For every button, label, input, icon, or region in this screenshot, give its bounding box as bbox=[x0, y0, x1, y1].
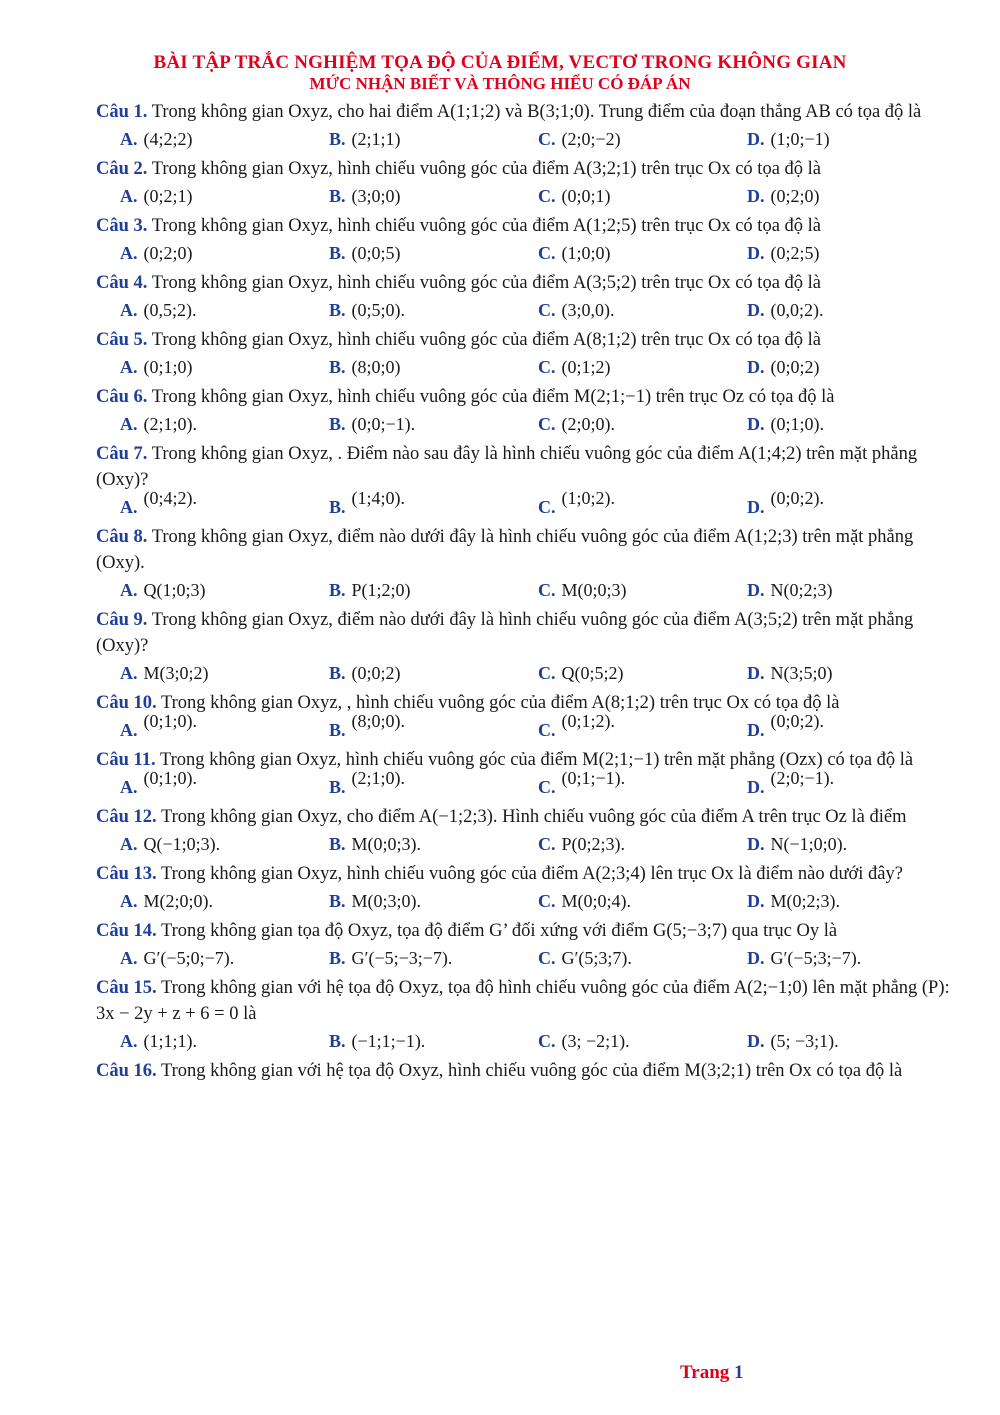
option-label: B. bbox=[329, 357, 346, 377]
option-label: D. bbox=[747, 834, 765, 854]
answer-option bbox=[329, 125, 538, 153]
answer-option bbox=[329, 353, 538, 381]
option-label: B. bbox=[329, 834, 346, 854]
option-value: (−1;1;−1). bbox=[351, 1031, 426, 1051]
option-label: C. bbox=[538, 300, 556, 320]
answer-option bbox=[747, 296, 956, 324]
answer-options bbox=[96, 410, 956, 438]
option-value: (1;4;0). bbox=[351, 488, 406, 508]
option-value: M(0;3;0). bbox=[351, 891, 422, 911]
question-stem bbox=[96, 213, 956, 239]
answer-option bbox=[538, 944, 747, 972]
question bbox=[96, 441, 956, 521]
option-label: A. bbox=[120, 497, 138, 517]
answer-option bbox=[329, 576, 538, 604]
option-value: Q(1;0;3) bbox=[143, 580, 206, 600]
option-label: C. bbox=[538, 129, 556, 149]
answer-option bbox=[538, 768, 747, 801]
document-subtitle: MỨC NHẬN BIẾT VÀ THÔNG HIỂU CÓ ĐÁP ÁN bbox=[309, 74, 691, 93]
answer-option bbox=[538, 659, 747, 687]
option-label: C. bbox=[538, 580, 556, 600]
answer-option bbox=[120, 1027, 329, 1055]
option-label: A. bbox=[120, 1031, 138, 1051]
question bbox=[96, 747, 956, 801]
question-number: Câu 8. bbox=[96, 527, 148, 547]
question-list bbox=[96, 99, 956, 1084]
option-value: M(0;2;3). bbox=[770, 891, 840, 911]
document-title: BÀI TẬP TRẮC NGHIỆM TỌA ĐỘ CỦA ĐIỂM, VECTƠ TRONG KHÔNG GIAN bbox=[153, 52, 847, 73]
answer-option bbox=[538, 830, 747, 858]
option-value: M(0;0;4). bbox=[561, 891, 631, 911]
question bbox=[96, 213, 956, 267]
question-number: Câu 2. bbox=[96, 159, 148, 179]
answer-option bbox=[329, 659, 538, 687]
option-value: (3; −2;1). bbox=[561, 1031, 630, 1051]
option-label: B. bbox=[329, 1031, 346, 1051]
answer-option bbox=[747, 887, 956, 915]
question bbox=[96, 1058, 956, 1084]
question-number: Câu 15. bbox=[96, 978, 157, 998]
option-label: B. bbox=[329, 948, 346, 968]
question-stem bbox=[96, 1058, 956, 1084]
answer-option bbox=[747, 576, 956, 604]
question-number: Câu 14. bbox=[96, 921, 157, 941]
option-label: C. bbox=[538, 243, 556, 263]
question-text: Trong không gian Oxyz, hình chiếu vuông góc của điểm M(2;1;−1) trên mặt phẳng (Ozx) có tọa độ là bbox=[159, 750, 914, 770]
answer-option bbox=[747, 125, 956, 153]
question bbox=[96, 607, 956, 687]
answer-options bbox=[96, 1027, 956, 1055]
option-value: (3;0,0). bbox=[561, 300, 615, 320]
answer-option bbox=[538, 711, 747, 744]
question-number: Câu 4. bbox=[96, 273, 148, 293]
answer-options bbox=[96, 659, 956, 687]
page-footer bbox=[680, 1362, 744, 1384]
option-value: (0;1;2). bbox=[561, 711, 615, 731]
option-label: D. bbox=[747, 891, 765, 911]
option-label: A. bbox=[120, 720, 138, 740]
option-value: N(3;5;0) bbox=[770, 663, 833, 683]
option-label: D. bbox=[747, 663, 765, 683]
answer-options bbox=[96, 239, 956, 267]
answer-option bbox=[329, 711, 538, 744]
question-stem bbox=[96, 270, 956, 296]
option-value: (0;0;5) bbox=[351, 243, 401, 263]
answer-option bbox=[120, 944, 329, 972]
answer-option bbox=[329, 410, 538, 438]
answer-option bbox=[120, 239, 329, 267]
answer-option bbox=[747, 239, 956, 267]
question-number: Câu 11. bbox=[96, 750, 156, 770]
option-label: D. bbox=[747, 186, 765, 206]
option-label: B. bbox=[329, 580, 346, 600]
option-value: (0;0;2) bbox=[351, 663, 401, 683]
option-value: M(0;0;3) bbox=[561, 580, 627, 600]
option-value: (5; −3;1). bbox=[770, 1031, 839, 1051]
option-value: P(0;2;3). bbox=[561, 834, 626, 854]
answer-option bbox=[538, 488, 747, 521]
question bbox=[96, 99, 956, 153]
question bbox=[96, 690, 956, 744]
option-value: (0;0;−1). bbox=[351, 414, 416, 434]
option-label: A. bbox=[120, 777, 138, 797]
option-value: (0;0;2). bbox=[770, 488, 824, 508]
option-value: M(3;0;2) bbox=[143, 663, 209, 683]
question-number: Câu 13. bbox=[96, 864, 157, 884]
question-number: Câu 5. bbox=[96, 330, 148, 350]
question-number: Câu 6. bbox=[96, 387, 148, 407]
option-value: Q(−1;0;3). bbox=[143, 834, 221, 854]
option-value: (0;1;−1). bbox=[561, 768, 626, 788]
option-value: (0;2;5) bbox=[770, 243, 820, 263]
answer-option bbox=[329, 488, 538, 521]
option-value: (0,5;2). bbox=[143, 300, 197, 320]
option-label: A. bbox=[120, 357, 138, 377]
option-value: (0;0;2). bbox=[770, 711, 824, 731]
question bbox=[96, 327, 956, 381]
option-label: A. bbox=[120, 663, 138, 683]
question-text: Trong không gian Oxyz, hình chiếu vuông góc của điểm A(1;2;5) trên trục Ox có tọa độ là bbox=[151, 216, 822, 236]
question-text: Trong không gian với hệ tọa độ Oxyz, hình chiếu vuông góc của điểm M(3;2;1) trên Ox có tọa độ là bbox=[160, 1061, 903, 1081]
option-label: A. bbox=[120, 891, 138, 911]
answer-option bbox=[120, 488, 329, 521]
option-label: D. bbox=[747, 243, 765, 263]
option-label: C. bbox=[538, 948, 556, 968]
option-value: (0;5;0). bbox=[351, 300, 406, 320]
question-stem bbox=[96, 861, 956, 887]
question-text: Trong không gian Oxyz, . Điểm nào sau đây là hình chiếu vuông góc của điểm A(1;4;2) trên mặt phẳng (Oxy)? bbox=[96, 444, 918, 490]
answer-option bbox=[747, 1027, 956, 1055]
option-value: Q(0;5;2) bbox=[561, 663, 624, 683]
option-label: D. bbox=[747, 414, 765, 434]
answer-options bbox=[96, 182, 956, 210]
question-stem bbox=[96, 156, 956, 182]
answer-option bbox=[329, 768, 538, 801]
answer-options bbox=[96, 830, 956, 858]
question-text: Trong không gian Oxyz, hình chiếu vuông góc của điểm M(2;1;−1) trên trục Oz có tọa độ là bbox=[151, 387, 835, 407]
question-text: Trong không gian Oxyz, hình chiếu vuông góc của điểm A(8;1;2) trên trục Ox có tọa độ là bbox=[151, 330, 822, 350]
option-label: C. bbox=[538, 720, 556, 740]
answer-options bbox=[96, 711, 956, 744]
answer-option bbox=[329, 944, 538, 972]
option-value: (2;1;0). bbox=[351, 768, 406, 788]
answer-option bbox=[120, 576, 329, 604]
answer-option bbox=[538, 239, 747, 267]
answer-options bbox=[96, 296, 956, 324]
option-label: B. bbox=[329, 186, 346, 206]
option-label: C. bbox=[538, 663, 556, 683]
option-label: B. bbox=[329, 663, 346, 683]
option-label: D. bbox=[747, 129, 765, 149]
question-stem bbox=[96, 384, 956, 410]
answer-option bbox=[538, 576, 747, 604]
option-label: B. bbox=[329, 720, 346, 740]
answer-option bbox=[538, 353, 747, 381]
answer-options bbox=[96, 768, 956, 801]
option-value: (0;0;2) bbox=[770, 357, 820, 377]
question-number: Câu 9. bbox=[96, 610, 148, 630]
answer-option bbox=[538, 125, 747, 153]
question-number: Câu 10. bbox=[96, 693, 157, 713]
option-label: D. bbox=[747, 357, 765, 377]
option-label: B. bbox=[329, 300, 346, 320]
option-value: G′(−5;3;−7). bbox=[770, 948, 862, 968]
option-label: A. bbox=[120, 948, 138, 968]
answer-option bbox=[747, 182, 956, 210]
question bbox=[96, 384, 956, 438]
option-label: B. bbox=[329, 891, 346, 911]
option-label: D. bbox=[747, 580, 765, 600]
option-value: (2;1;0). bbox=[143, 414, 197, 434]
answer-options bbox=[96, 887, 956, 915]
answer-options bbox=[96, 353, 956, 381]
answer-option bbox=[120, 711, 329, 744]
question-number: Câu 7. bbox=[96, 444, 148, 464]
option-label: B. bbox=[329, 243, 346, 263]
option-value: (2;0;−2) bbox=[561, 129, 621, 149]
answer-option bbox=[747, 659, 956, 687]
option-label: C. bbox=[538, 777, 556, 797]
answer-option bbox=[329, 296, 538, 324]
option-label: A. bbox=[120, 834, 138, 854]
question-text: Trong không gian tọa độ Oxyz, tọa độ điểm G’ đối xứng với điểm G(5;−3;7) qua trục Oy là bbox=[160, 921, 838, 941]
answer-option bbox=[747, 488, 956, 521]
option-value: (1;1;1). bbox=[143, 1031, 197, 1051]
option-value: (0;2;1) bbox=[143, 186, 193, 206]
option-label: B. bbox=[329, 414, 346, 434]
answer-option bbox=[120, 410, 329, 438]
option-label: A. bbox=[120, 414, 138, 434]
answer-option bbox=[747, 353, 956, 381]
question-stem bbox=[96, 804, 956, 830]
answer-option bbox=[538, 410, 747, 438]
question bbox=[96, 156, 956, 210]
option-label: C. bbox=[538, 1031, 556, 1051]
option-label: D. bbox=[747, 720, 765, 740]
option-value: (0;0;1) bbox=[561, 186, 611, 206]
question-text: Trong không gian Oxyz, điểm nào dưới đây là hình chiếu vuông góc của điểm A(3;5;2) trên mặt phẳng (Oxy)? bbox=[96, 610, 914, 656]
option-label: D. bbox=[747, 497, 765, 517]
page-number: 1 bbox=[734, 1362, 744, 1383]
option-value: (0;2;0) bbox=[143, 243, 193, 263]
answer-option bbox=[747, 944, 956, 972]
option-value: (4;2;2) bbox=[143, 129, 193, 149]
option-label: D. bbox=[747, 777, 765, 797]
option-value: (2;0;0). bbox=[561, 414, 615, 434]
option-value: (0;1;0). bbox=[770, 414, 824, 434]
question-text: Trong không gian Oxyz, điểm nào dưới đây là hình chiếu vuông góc của điểm A(1;2;3) trên mặt phẳng (Oxy). bbox=[96, 527, 914, 573]
option-label: D. bbox=[747, 948, 765, 968]
question-stem bbox=[96, 99, 956, 125]
option-value: (0;1;0). bbox=[143, 768, 197, 788]
option-label: C. bbox=[538, 357, 556, 377]
answer-option bbox=[538, 1027, 747, 1055]
answer-option bbox=[120, 182, 329, 210]
option-label: A. bbox=[120, 300, 138, 320]
option-label: B. bbox=[329, 129, 346, 149]
option-value: (8;0;0) bbox=[351, 357, 401, 377]
option-label: B. bbox=[329, 497, 346, 517]
question bbox=[96, 270, 956, 324]
question-stem bbox=[96, 327, 956, 353]
answer-options bbox=[96, 125, 956, 153]
option-value: M(2;0;0). bbox=[143, 891, 213, 911]
question-text: Trong không gian Oxyz, hình chiếu vuông góc của điểm A(2;3;4) lên trục Ox là điểm nào dưới đây? bbox=[160, 864, 903, 884]
answer-option bbox=[747, 410, 956, 438]
option-label: C. bbox=[538, 891, 556, 911]
question-stem bbox=[96, 975, 956, 1027]
question-stem bbox=[96, 918, 956, 944]
answer-option bbox=[538, 182, 747, 210]
answer-option bbox=[747, 830, 956, 858]
option-value: (0;4;2). bbox=[143, 488, 197, 508]
answer-option bbox=[538, 887, 747, 915]
option-value: (1;0;−1) bbox=[770, 129, 830, 149]
answer-option bbox=[538, 296, 747, 324]
question bbox=[96, 861, 956, 915]
question-text: Trong không gian Oxyz, cho điểm A(−1;2;3). Hình chiếu vuông góc của điểm A trên trục Oz là điểm bbox=[160, 807, 907, 827]
option-value: (1;0;0) bbox=[561, 243, 611, 263]
option-value: P(1;2;0) bbox=[351, 580, 411, 600]
option-value: G′(5;3;7). bbox=[561, 948, 632, 968]
option-label: A. bbox=[120, 243, 138, 263]
option-value: N(0;2;3) bbox=[770, 580, 833, 600]
answer-option bbox=[120, 830, 329, 858]
option-value: M(0;0;3). bbox=[351, 834, 422, 854]
option-value: (0;1;2) bbox=[561, 357, 611, 377]
option-value: G′(−5;0;−7). bbox=[143, 948, 235, 968]
answer-option bbox=[329, 239, 538, 267]
question-number: Câu 1. bbox=[96, 102, 148, 122]
option-label: C. bbox=[538, 414, 556, 434]
question bbox=[96, 804, 956, 858]
option-label: A. bbox=[120, 580, 138, 600]
answer-options bbox=[96, 488, 956, 521]
option-label: A. bbox=[120, 129, 138, 149]
option-label: D. bbox=[747, 1031, 765, 1051]
question bbox=[96, 975, 956, 1055]
option-value: (0;2;0) bbox=[770, 186, 820, 206]
option-value: (8;0;0). bbox=[351, 711, 406, 731]
question-stem bbox=[96, 607, 956, 659]
answer-option bbox=[329, 1027, 538, 1055]
answer-option bbox=[120, 768, 329, 801]
option-value: (2;0;−1). bbox=[770, 768, 835, 788]
question-text: Trong không gian Oxyz, hình chiếu vuông góc của điểm A(3;2;1) trên trục Ox có tọa độ là bbox=[151, 159, 822, 179]
option-label: C. bbox=[538, 834, 556, 854]
option-value: (0;1;0). bbox=[143, 711, 197, 731]
question-number: Câu 16. bbox=[96, 1061, 157, 1081]
answer-option bbox=[329, 830, 538, 858]
question-stem bbox=[96, 690, 956, 716]
answer-option bbox=[747, 768, 956, 801]
answer-option bbox=[120, 296, 329, 324]
answer-option bbox=[329, 182, 538, 210]
option-value: (1;0;2). bbox=[561, 488, 615, 508]
question-number: Câu 3. bbox=[96, 216, 148, 236]
answer-option bbox=[120, 353, 329, 381]
option-label: B. bbox=[329, 777, 346, 797]
question-text: Trong không gian Oxyz, cho hai điểm A(1;1;2) và B(3;1;0). Trung điểm của đoạn thẳng AB có tọa độ là bbox=[151, 102, 922, 122]
option-value: (2;1;1) bbox=[351, 129, 401, 149]
option-label: C. bbox=[538, 497, 556, 517]
question-text: Trong không gian Oxyz, , hình chiếu vuông góc của điểm A(8;1;2) trên trục Ox có tọa độ là bbox=[160, 693, 840, 713]
answer-options bbox=[96, 944, 956, 972]
answer-option bbox=[747, 711, 956, 744]
page-label: Trang bbox=[680, 1362, 730, 1383]
question-stem bbox=[96, 524, 956, 576]
question-stem bbox=[96, 441, 956, 493]
question-number: Câu 12. bbox=[96, 807, 157, 827]
option-value: N(−1;0;0). bbox=[770, 834, 848, 854]
answer-options bbox=[96, 576, 956, 604]
answer-option bbox=[120, 887, 329, 915]
option-value: (0;1;0) bbox=[143, 357, 193, 377]
option-value: G′(−5;−3;−7). bbox=[351, 948, 453, 968]
question-text: Trong không gian với hệ tọa độ Oxyz, tọa độ hình chiếu vuông góc của điểm A(2;−1;0) lên mặt phẳng (P): 3x − 2y + z + 6 = 0 là bbox=[96, 978, 950, 1024]
question-text: Trong không gian Oxyz, hình chiếu vuông góc của điểm A(3;5;2) trên trục Ox có tọa độ là bbox=[151, 273, 822, 293]
option-label: A. bbox=[120, 186, 138, 206]
option-value: (0,0;2). bbox=[770, 300, 824, 320]
answer-option bbox=[120, 125, 329, 153]
option-value: (3;0;0) bbox=[351, 186, 401, 206]
option-label: C. bbox=[538, 186, 556, 206]
answer-option bbox=[120, 659, 329, 687]
answer-option bbox=[329, 887, 538, 915]
question bbox=[96, 524, 956, 604]
question bbox=[96, 918, 956, 972]
option-label: D. bbox=[747, 300, 765, 320]
